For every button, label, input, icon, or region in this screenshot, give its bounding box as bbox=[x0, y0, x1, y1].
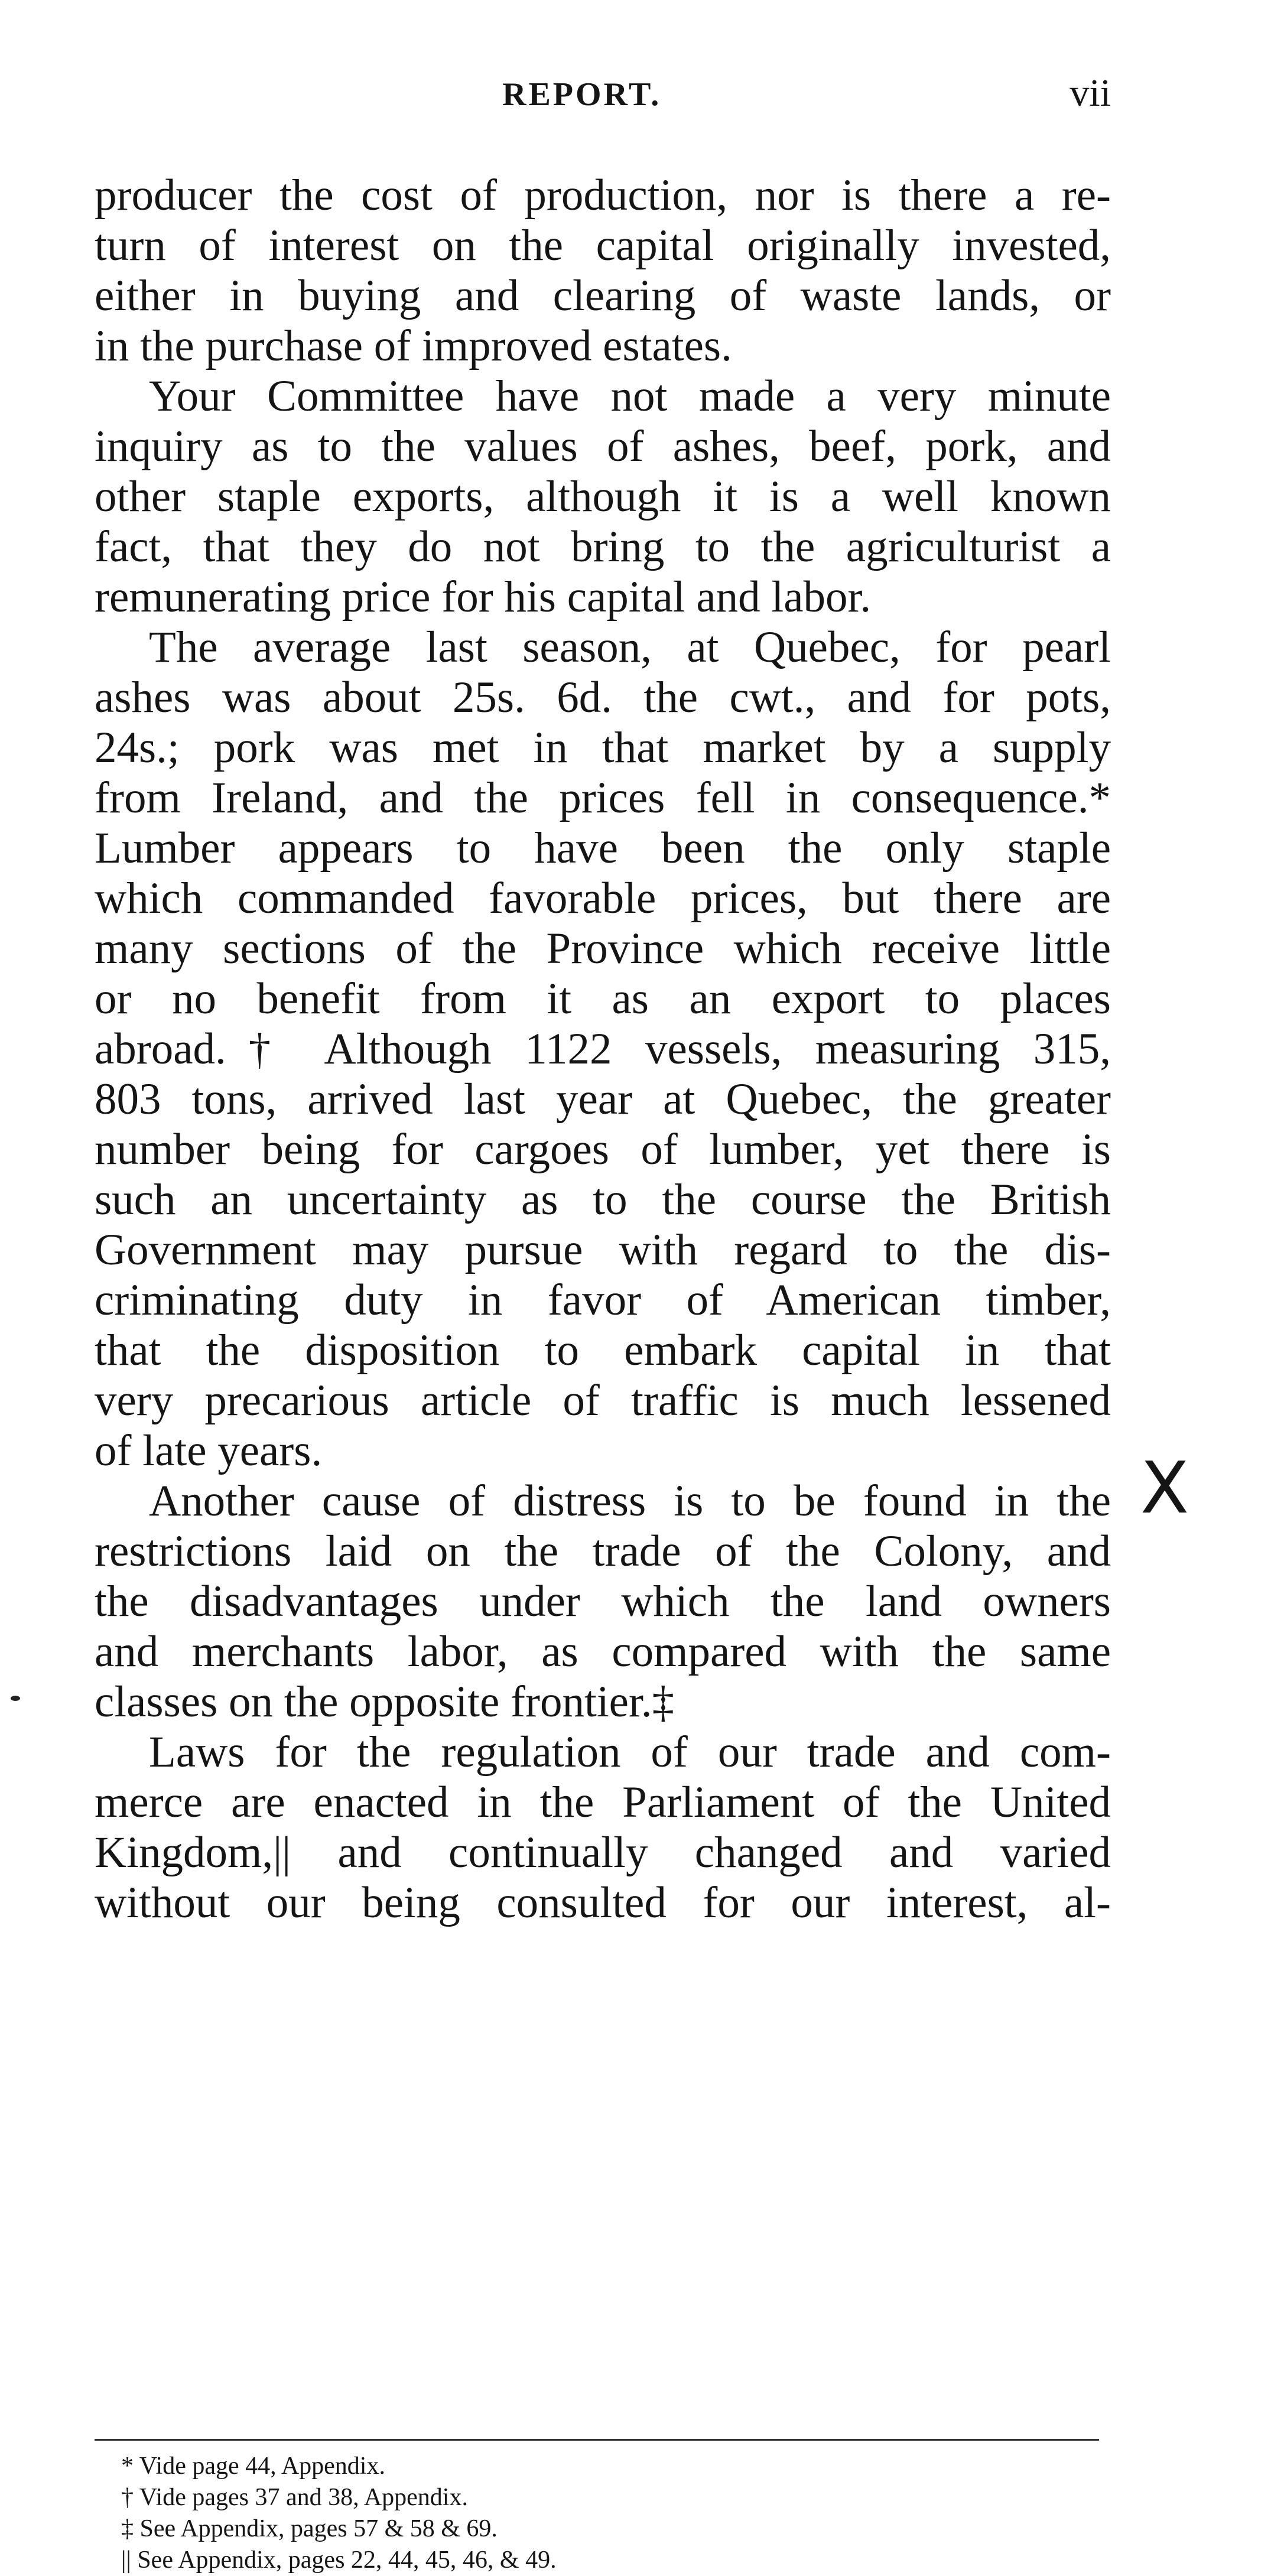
text-line: Government may pursue with regard to the dis- bbox=[95, 1225, 1111, 1274]
text-line: inquiry as to the values of ashes, beef, pork, and bbox=[95, 422, 1111, 471]
footnote: * Vide page 44, Appendix. bbox=[121, 2453, 385, 2480]
text-line: restrictions laid on the trade of the Colony, and bbox=[95, 1527, 1111, 1576]
text-line: in the purchase of improved estates. bbox=[95, 321, 732, 370]
text-line: and merchants labor, as compared with the same bbox=[95, 1627, 1111, 1676]
text-line: fact, that they do not bring to the agriculturist a bbox=[95, 522, 1111, 571]
text-line: which commanded favorable prices, but there are bbox=[95, 874, 1111, 923]
footnote: ‡ See Appendix, pages 57 & 58 & 69. bbox=[121, 2515, 498, 2542]
footnote-rule bbox=[95, 2439, 1099, 2441]
footnote: † Vide pages 37 and 38, Appendix. bbox=[121, 2484, 468, 2511]
text-line: the disadvantages under which the land owners bbox=[95, 1577, 1111, 1626]
footnote: || See Appendix, pages 22, 44, 45, 46, & 49. bbox=[121, 2546, 557, 2574]
text-line: number being for cargoes of lumber, yet there is bbox=[95, 1125, 1111, 1174]
text-line: Another cause of distress is to be found in the bbox=[149, 1476, 1111, 1526]
text-line: Laws for the regulation of our trade and com- bbox=[149, 1728, 1111, 1777]
text-line: other staple exports, although it is a well known bbox=[95, 472, 1111, 521]
text-line: ashes was about 25s. 6d. the cwt., and for pots, bbox=[95, 673, 1111, 722]
text-line: either in buying and clearing of waste lands, or bbox=[95, 271, 1111, 320]
running-head-title: REPORT. bbox=[502, 76, 662, 113]
text-line: merce are enacted in the Parliament of the United bbox=[95, 1778, 1111, 1827]
text-line: of late years. bbox=[95, 1426, 323, 1475]
text-line: 803 tons, arrived last year at Quebec, the greater bbox=[95, 1075, 1111, 1124]
text-line: Your Committee have not made a very minute bbox=[149, 372, 1111, 421]
text-line: that the disposition to embark capital in that bbox=[95, 1326, 1111, 1375]
text-line: without our being consulted for our interest, al- bbox=[95, 1878, 1111, 1927]
text-line: very precarious article of traffic is much lessened bbox=[95, 1376, 1111, 1425]
footnotes bbox=[121, 2451, 1007, 2576]
text-line: remunerating price for his capital and labor. bbox=[95, 573, 872, 622]
margin-ink-dot bbox=[11, 1696, 20, 1701]
body-text bbox=[95, 170, 1111, 1928]
text-line: criminating duty in favor of American timber, bbox=[95, 1276, 1111, 1325]
text-line: Kingdom,|| and continually changed and varied bbox=[95, 1828, 1111, 1877]
running-head bbox=[95, 65, 1111, 124]
text-line: from Ireland, and the prices fell in consequence.* bbox=[95, 773, 1111, 822]
text-line: many sections of the Province which receive little bbox=[95, 924, 1111, 973]
text-line: producer the cost of production, nor is there a re- bbox=[95, 171, 1111, 220]
handwritten-margin-mark: X bbox=[1140, 1448, 1189, 1530]
text-line: such an uncertainty as to the course the British bbox=[95, 1175, 1111, 1224]
text-line: abroad.† Although 1122 vessels, measuring 315, bbox=[95, 1024, 1111, 1074]
text-line: classes on the opposite frontier.‡ bbox=[95, 1677, 675, 1726]
text-line: 24s.; pork was met in that market by a supply bbox=[95, 723, 1111, 772]
text-line: turn of interest on the capital originally invested, bbox=[95, 221, 1111, 270]
text-line: The average last season, at Quebec, for pearl bbox=[149, 623, 1111, 672]
text-line: Lumber appears to have been the only staple bbox=[95, 824, 1111, 873]
page-number: vii bbox=[1070, 71, 1111, 115]
text-line: or no benefit from it as an export to places bbox=[95, 974, 1111, 1023]
